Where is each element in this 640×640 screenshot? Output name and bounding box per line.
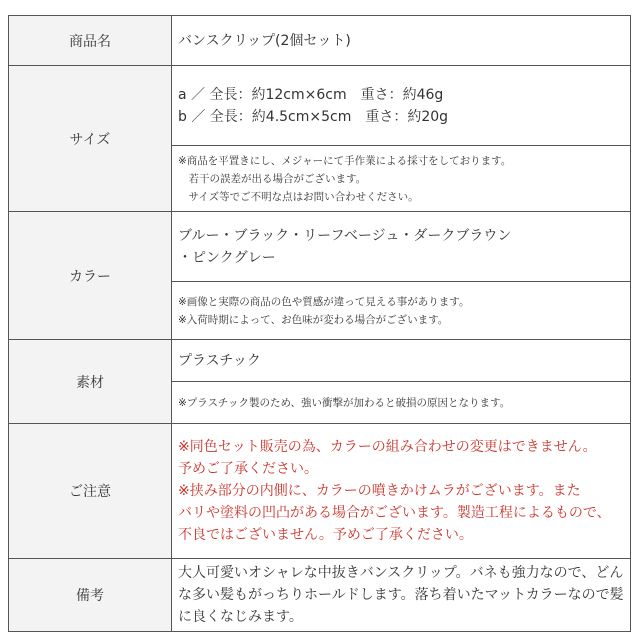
caution-line: ※同色セット販売の為、カラーの組み合わせの変更はできません。 — [178, 439, 597, 455]
caution-line: 予めご了承ください。 — [178, 461, 318, 477]
size-note-line: サイズ等でご不明な点はお問い合わせください。 — [178, 190, 419, 203]
size-row — [9, 66, 631, 146]
remarks-row — [9, 559, 631, 632]
color-values — [172, 212, 631, 282]
color-line: ・ピンクグレー — [178, 249, 276, 266]
material-row — [9, 340, 631, 382]
material-value: プラスチック — [172, 340, 631, 382]
product-name-row — [9, 16, 631, 66]
color-label: カラー — [9, 212, 172, 340]
remarks-text — [172, 559, 631, 632]
size-note-line: ※商品を平置きにし、メジャーにて手作業による採寸をしております。 — [178, 154, 512, 167]
caution-text — [172, 424, 631, 559]
color-line: ブルー・ブラック・リーフベージュ・ダークブラウン — [178, 227, 512, 244]
caution-line: バリや塗料の凹凸がある場合がございます。製造工程によるもので、 — [178, 505, 611, 521]
caution-row — [9, 424, 631, 559]
remarks-line: な多い髪もがっちりホールドします。落ち着いたマットカラーなので髪 — [178, 587, 624, 603]
size-label: サイズ — [9, 66, 172, 212]
product-spec-table — [8, 15, 631, 632]
remarks-label: 備考 — [9, 559, 172, 632]
product-name-value: バンスクリップ(2個セット) — [172, 16, 631, 66]
material-note: ※プラスチック製のため、強い衝撃が加わると破損の原因となります。 — [172, 382, 631, 424]
size-note — [172, 146, 631, 212]
caution-line: ※挟み部分の内側に、カラーの噴きかけムラがございます。また — [178, 483, 581, 499]
size-line-a: a ／ 全長：約12cm×6cm 重さ：約46g — [178, 86, 444, 103]
material-label: 素材 — [9, 340, 172, 424]
remarks-line: に良くなじみます。 — [178, 609, 303, 625]
product-name-label: 商品名 — [9, 16, 172, 66]
caution-label: ご注意 — [9, 424, 172, 559]
caution-line: 不良ではございません。予めご了承ください。 — [178, 527, 473, 543]
color-row — [9, 212, 631, 282]
size-values — [172, 66, 631, 146]
color-note-line: ※入荷時期によって、お色味が変わる場合がございます。 — [178, 313, 449, 326]
size-line-b: b ／ 全長：約4.5cm×5cm 重さ：約20g — [178, 108, 449, 125]
size-note-line: 若干の誤差が出る場合がございます。 — [178, 172, 367, 185]
remarks-line: 大人可愛いオシャレな中抜きバンスクリップ。バネも強力なので、どん — [178, 565, 624, 581]
color-note-line: ※画像と実際の商品の色や質感が違って見える事があります。 — [178, 295, 470, 308]
color-note — [172, 282, 631, 340]
